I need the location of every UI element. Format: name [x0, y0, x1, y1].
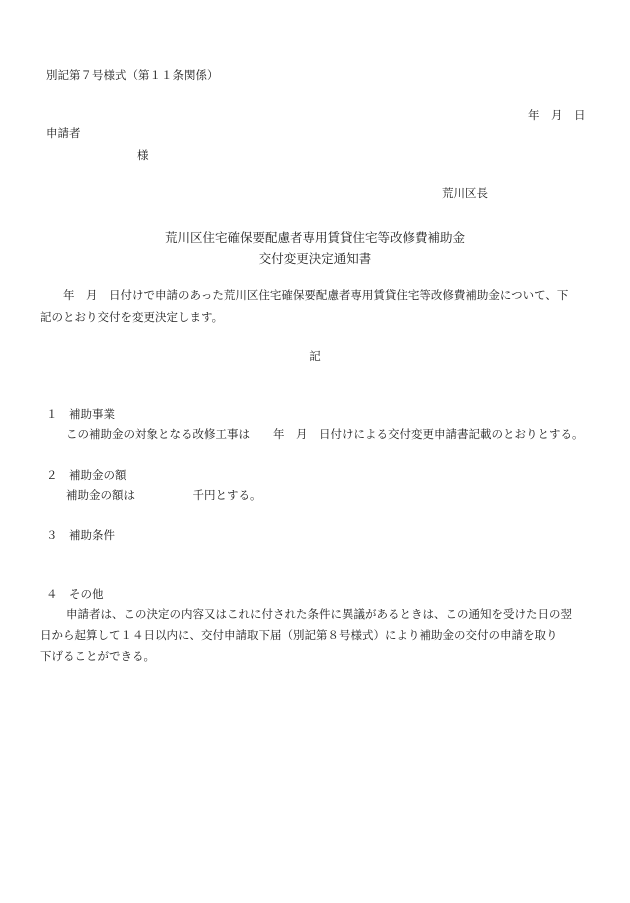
section-1-body: この補助金の対象となる改修工事は 年 月 日付けによる交付変更申請書記載のとおりとする。 — [66, 427, 584, 441]
section-4-body-line1: 申請者は、この決定の内容又はこれに付された条件に異議があるときは、この通知を受けた日の翌 — [66, 607, 572, 621]
intro-line2: 記のとおり交付を変更決定します。 — [40, 310, 224, 324]
intro-line1: 年 月 日付けで申請のあった荒川区住宅確保要配慮者専用賃貸住宅等改修費補助金について、下 — [40, 288, 569, 302]
section-4-body-line3: 下げることができる。 — [40, 649, 155, 663]
issuer: 荒川区長 — [442, 186, 488, 200]
document-title-line1: 荒川区住宅確保要配慮者専用賃貸住宅等改修費補助金 — [164, 230, 465, 245]
section-2-body: 補助金の額は 千円とする。 — [66, 488, 262, 502]
form-number: 別記第７号様式（第１１条関係） — [46, 68, 219, 82]
section-4-heading: ４ その他 — [46, 587, 104, 601]
date-line: 年 月 日 — [528, 108, 586, 122]
applicant-label: 申請者 — [46, 126, 81, 140]
section-3-heading: ３ 補助条件 — [46, 528, 115, 542]
honorific: 様 — [137, 148, 149, 162]
section-1-heading: １ 補助事業 — [46, 407, 115, 421]
document-title-line2: 交付変更決定通知書 — [258, 251, 372, 266]
ki-marker: 記 — [309, 349, 321, 363]
section-4-body-line2: 日から起算して１４日以内に、交付申請取下届（別記第８号様式）により補助金の交付の申請を取り — [40, 628, 558, 642]
section-2-heading: ２ 補助金の額 — [46, 468, 127, 482]
